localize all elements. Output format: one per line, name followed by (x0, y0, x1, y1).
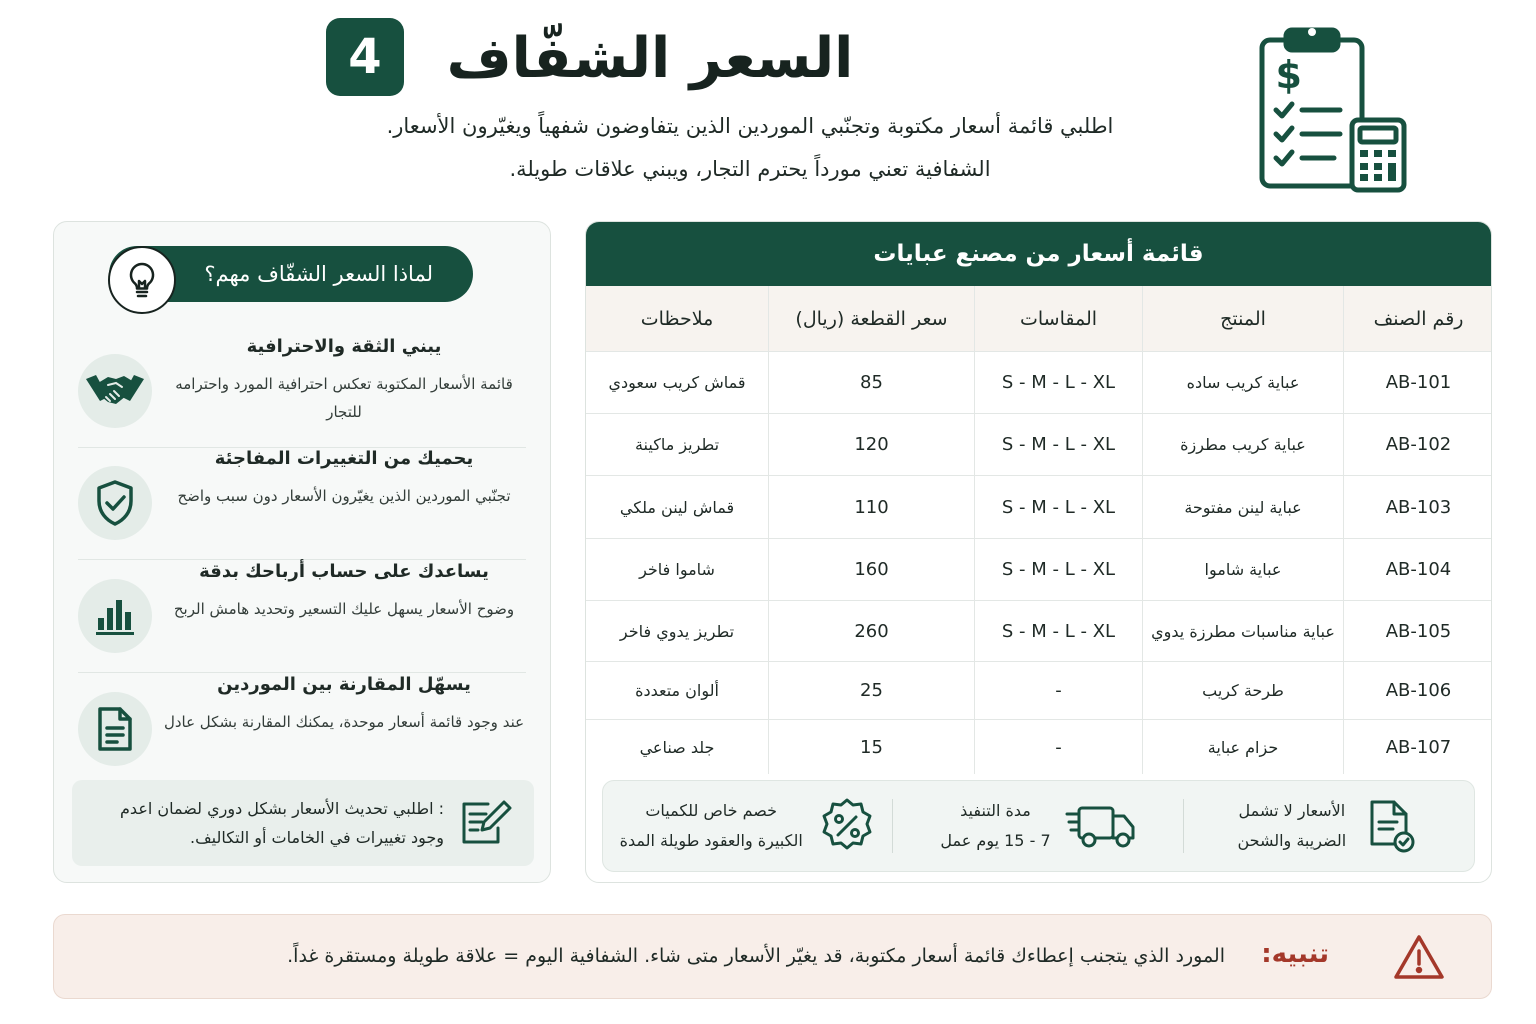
cell-sizes: S - M - L - XL (974, 414, 1142, 475)
cell-price: 15 (768, 720, 974, 774)
document-check-icon (1360, 796, 1420, 856)
svg-text:$: $ (1275, 53, 1302, 97)
cell-notes: تطريز ماكينة (634, 435, 720, 454)
price-update-tip (72, 780, 534, 866)
warning-banner (53, 914, 1492, 999)
handshake-icon (84, 369, 146, 413)
why-transparent-card (53, 221, 551, 883)
price-table (586, 286, 1492, 774)
shield-check-icon (94, 479, 136, 527)
info-item-tax (1184, 781, 1474, 871)
why-item-trust-desc: قائمة الأسعار المكتوبة تعكس احترافية المورد واحترامه للتجار (175, 375, 513, 421)
info-delivery-line1: مدة التنفيذ (960, 801, 1031, 820)
cell-product: عباية شاموا (1142, 539, 1343, 600)
intro-line-1: اطلبي قائمة أسعار مكتوبة وتجنّبي الموردين الذين يتفاوضون شفهياً ويغيّرون الأسعار. (386, 114, 1114, 138)
why-item-trust-title: يبني الثقة والاحترافية (246, 336, 442, 357)
why-item-compare-desc: عند وجود قائمة أسعار موحدة، يمكنك المقارنة بشكل عادل (163, 713, 525, 731)
why-item-profit-title: يساعدك على حساب أرباحك بدقة (199, 561, 489, 582)
cell-product: عباية كريب ساده (1142, 352, 1343, 413)
why-item-profit-desc: وضوح الأسعار يسهل عليك التسعير وتحديد هامش الربح (173, 600, 515, 618)
cell-notes: قماش لينن ملكي (619, 497, 735, 517)
why-item-trust (78, 336, 526, 448)
truck-icon (1065, 796, 1137, 856)
info-discount-line2: الكبيرة والعقود طويلة المدة (619, 831, 803, 850)
column-header-price: سعر القطعة (ريال) (768, 286, 974, 351)
discount-badge-icon (817, 796, 877, 856)
cell-price: 110 (768, 476, 974, 538)
cell-product: عباية لينن مفتوحة (1142, 476, 1343, 538)
cell-sizes: S - M - L - XL (974, 476, 1142, 538)
cell-product: حزام عباية (1142, 720, 1343, 774)
info-tax-line2: الضريبة والشحن (1237, 831, 1347, 850)
price-list-title: قائمة أسعار من مصنع عبايات (586, 222, 1491, 286)
info-item-delivery (893, 781, 1183, 871)
why-item-protection (78, 448, 526, 560)
price-terms-bar (602, 780, 1475, 872)
lightbulb-icon (125, 261, 159, 299)
cell-sizes: S - M - L - XL (974, 352, 1142, 413)
table-row (586, 476, 1492, 539)
cell-notes: قماش كريب سعودي (608, 373, 746, 392)
why-item-protection-title: يحميك من التغييرات المفاجئة (214, 448, 474, 469)
table-body (586, 352, 1492, 774)
cell-product: عباية مناسبات مطرزة يدوي (1142, 601, 1343, 661)
clipboard-calculator-icon (1250, 22, 1416, 194)
cell-notes: ألوان متعددة (635, 681, 719, 700)
bar-chart-icon (94, 596, 136, 636)
table-row (586, 720, 1492, 774)
table-row (586, 601, 1492, 662)
column-header-product: المنتج (1142, 286, 1343, 351)
cell-price: 260 (768, 601, 974, 661)
why-item-compare (78, 674, 526, 786)
cell-sizes: - (974, 720, 1142, 774)
table-row (586, 414, 1492, 476)
cell-price: 85 (768, 352, 974, 413)
page-title: السعر الشفّاف (446, 25, 854, 91)
column-header-code: رقم الصنف (1343, 286, 1492, 351)
info-item-discount (603, 781, 893, 871)
cell-price: 120 (768, 414, 974, 475)
table-row (586, 662, 1492, 720)
cell-notes: تطريز يدوي فاخر (619, 621, 735, 641)
intro-line-2: الشفافية تعني مورداً يحترم التجار، ويبني علاقات طويلة. (509, 157, 991, 181)
table-row (586, 352, 1492, 414)
info-discount-line1: خصم خاص للكميات (645, 801, 778, 820)
table-header-row (586, 286, 1492, 352)
document-icon (96, 706, 134, 752)
column-header-sizes: المقاسات (974, 286, 1142, 351)
cell-product: عباية كريب مطرزة (1142, 414, 1343, 475)
cell-sizes: S - M - L - XL (974, 539, 1142, 600)
cell-product: طرحة كريب (1142, 662, 1343, 719)
why-item-profit (78, 561, 526, 673)
warning-label: تنبيه: (1261, 939, 1329, 969)
cell-sizes: - (974, 662, 1142, 719)
info-delivery-line2: 7 - 15 يوم عمل (940, 831, 1051, 850)
edit-note-icon (460, 798, 514, 848)
cell-code: AB-106 (1343, 662, 1492, 719)
cell-sizes: S - M - L - XL (974, 601, 1142, 661)
table-row (586, 539, 1492, 601)
cell-notes: جلد صناعي (639, 737, 715, 757)
cell-code: AB-103 (1343, 476, 1492, 538)
why-item-compare-title: يسهّل المقارنة بين الموردين (217, 674, 471, 695)
section-number-badge: 4 (326, 18, 404, 96)
cell-code: AB-107 (1343, 720, 1492, 774)
why-title: لماذا السعر الشفّاف مهم؟ (109, 246, 473, 302)
warning-triangle-icon (1393, 933, 1445, 981)
cell-code: AB-101 (1343, 352, 1492, 413)
cell-code: AB-102 (1343, 414, 1492, 475)
cell-code: AB-105 (1343, 601, 1492, 661)
warning-text: المورد الذي يتجنب إعطاءك قائمة أسعار مكتوبة، قد يغيّر الأسعار متى شاء. الشفافية اليوم = علاقة طويلة ومستقرة غداً. (287, 945, 1225, 967)
price-list-card (585, 221, 1492, 883)
info-tax-line1: الأسعار لا تشمل (1238, 801, 1346, 820)
cell-price: 25 (768, 662, 974, 719)
lightbulb-icon-circle (108, 246, 176, 314)
cell-code: AB-104 (1343, 539, 1492, 600)
why-item-protection-desc: تجنّبي الموردين الذين يغيّرون الأسعار دون سبب واضح (177, 487, 511, 505)
cell-price: 160 (768, 539, 974, 600)
column-header-notes: ملاحظات (640, 307, 714, 330)
cell-notes: شاموا فاخر (639, 560, 715, 579)
price-update-tip-text: : اطلبي تحديث الأسعار بشكل دوري لضمان اعدم وجود تغييرات في الخامات أو التكاليف. (120, 799, 444, 847)
